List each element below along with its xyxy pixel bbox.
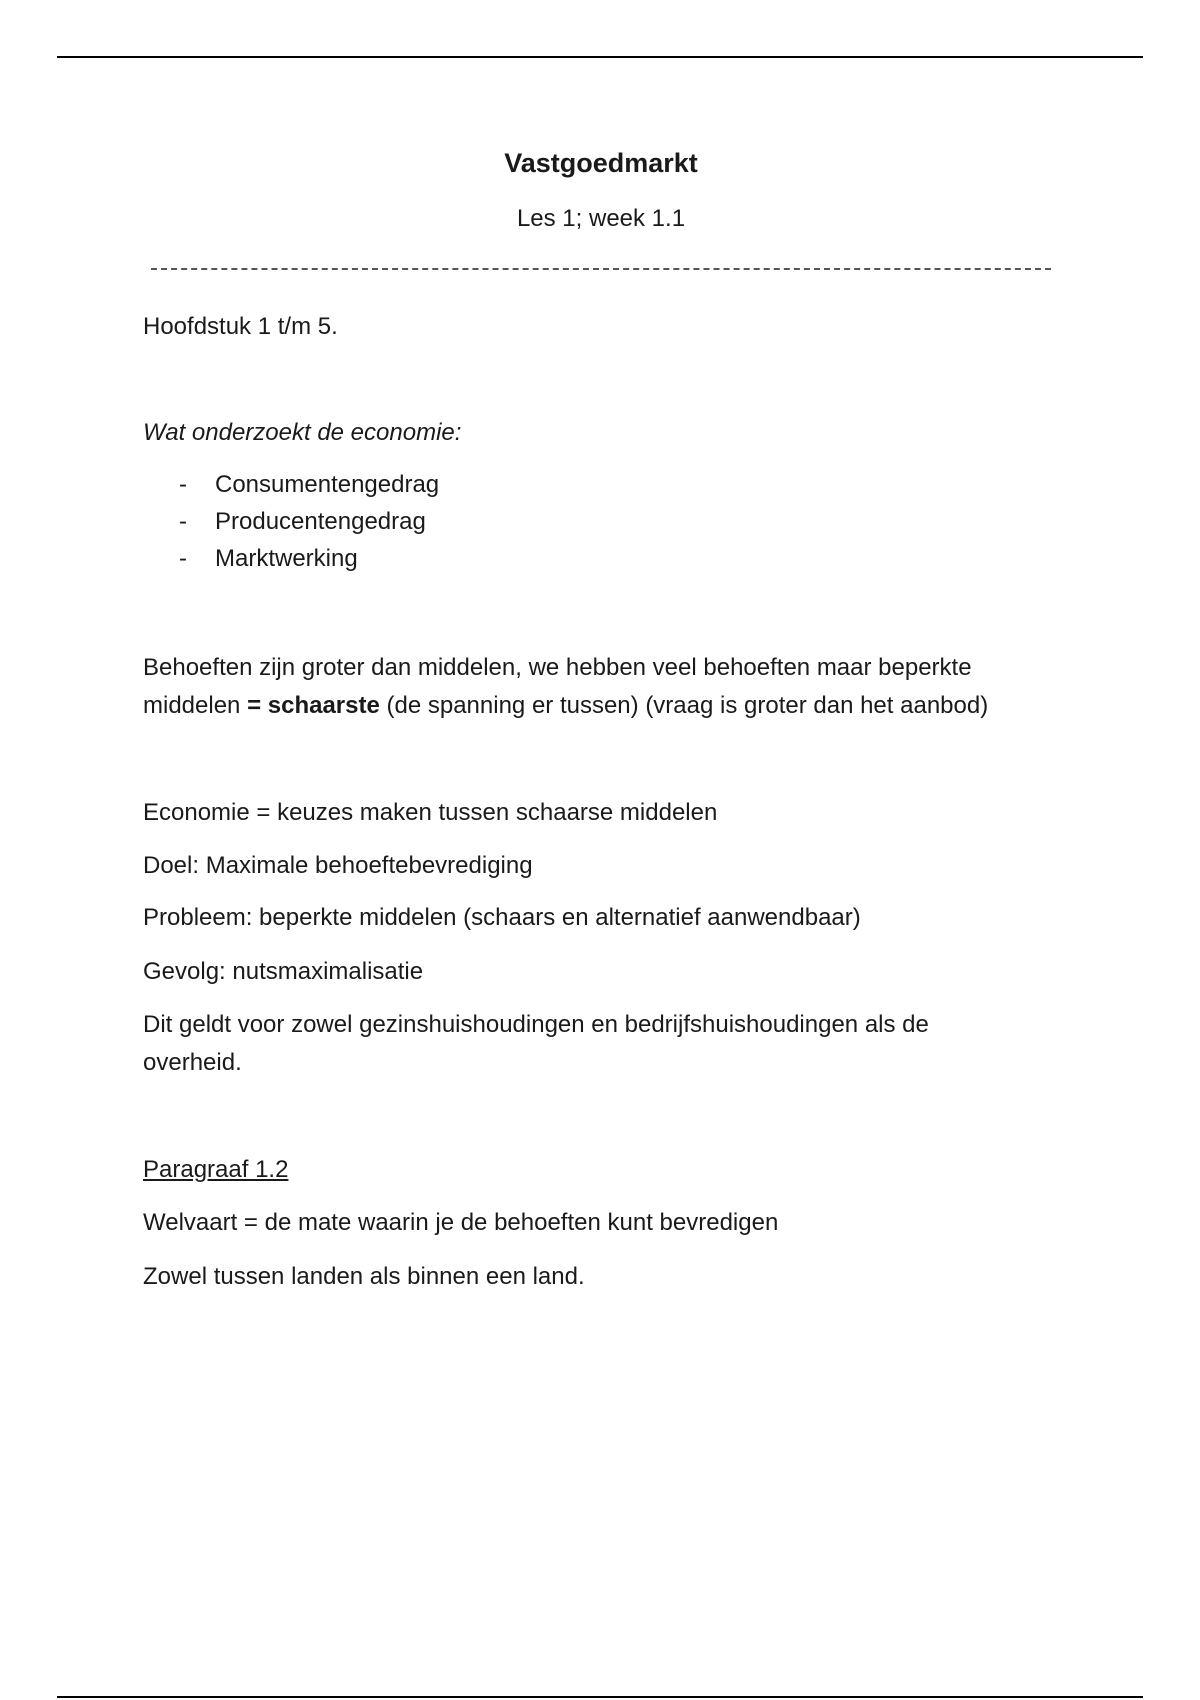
scarcity-pre: middelen: [143, 692, 248, 719]
welvaart-scope: Zowel tussen landen als binnen een land.: [143, 1263, 585, 1290]
question-heading: Wat onderzoekt de economie:: [143, 419, 462, 446]
applies-line-2: overheid.: [143, 1049, 242, 1076]
scarcity-line-2: [143, 687, 988, 725]
bullet-dash: -: [179, 471, 187, 498]
chapter-line: Hoofdstuk 1 t/m 5.: [143, 313, 338, 340]
list-item: [179, 503, 439, 540]
topics-list: [179, 466, 439, 577]
scarcity-post: (de spanning er tussen) (vraag is groter dan het aanbod): [379, 692, 989, 719]
page-bottom-rule: [57, 1696, 1143, 1698]
scarcity-line-1: Behoeften zijn groter dan middelen, we hebben veel behoeften maar beperkte: [143, 654, 972, 681]
definition-economie: Economie = keuzes maken tussen schaarse middelen: [143, 799, 718, 826]
document-title: Vastgoedmarkt: [504, 148, 698, 178]
dashed-separator: [151, 268, 1051, 270]
definition-doel: Doel: Maximale behoeftebevrediging: [143, 852, 533, 879]
list-item: [179, 540, 439, 577]
bullet-dash: -: [179, 545, 187, 572]
scarcity-term: = schaarste: [247, 692, 380, 719]
definition-gevolg: Gevolg: nutsmaximalisatie: [143, 958, 424, 985]
definition-probleem: Probleem: beperkte middelen (schaars en alternatief aanwendbaar): [143, 904, 861, 931]
document-subtitle: Les 1; week 1.1: [516, 205, 686, 232]
section-heading: Paragraaf 1.2: [143, 1156, 289, 1183]
definition-welvaart: Welvaart = de mate waarin je de behoeften kunt bevredigen: [143, 1209, 779, 1236]
page-top-rule: [57, 56, 1143, 58]
list-item-label: Consumentengedrag: [215, 471, 440, 498]
list-item-label: Producentengedrag: [215, 508, 426, 535]
list-item-label: Marktwerking: [215, 545, 358, 572]
list-item: [179, 466, 439, 503]
applies-line-1: Dit geldt voor zowel gezinshuishoudingen en bedrijfshuishoudingen als de: [143, 1011, 929, 1038]
bullet-dash: -: [179, 508, 187, 535]
